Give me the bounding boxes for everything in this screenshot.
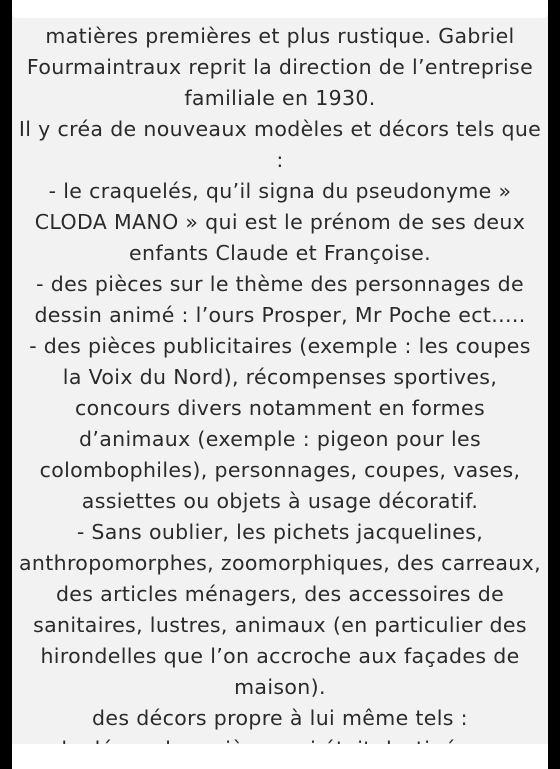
article-paragraph: Il y créa de nouveaux modèles et décors tels que : (18, 117, 542, 172)
article-paragraph: des décors propre à lui même tels : (92, 706, 468, 730)
top-toolbar-edge (12, 0, 548, 18)
article-paragraph: matières premières et plus rustique. Gabriel Fourmaintraux reprit la direction de l’entreprise familiale en 1930. (26, 24, 534, 110)
article-paragraph: - des pièces sur le thème des personnages de dessin animé : l’ours Prosper, Mr Poche ect..... (34, 272, 526, 327)
article-panel[interactable] (12, 0, 548, 769)
article-paragraph: - Sans oublier, les pichets jacquelines, anthropomorphes, zoomorphiques, des carreaux, des articles ménagers, des accessoires de sanitaires, lustres, animaux (en particulier des hirondelles que l’on accroche aux façades de maison). (18, 520, 541, 699)
article-body (12, 21, 548, 765)
bottom-toolbar-edge (12, 744, 548, 769)
article-paragraph: - le craquelés, qu’il signa du pseudonyme » CLODA MANO » qui est le prénom de ses deux enfants Claude et Françoise. (34, 179, 526, 265)
article-paragraph: - des pièces publicitaires (exemple : les coupes la Voix du Nord), récompenses sportives, concours divers notamment en formes d’animaux (exemple : pigeon pour les colombophiles), personnages, coupes, vases, assiettes ou objets à usage décoratif. (29, 334, 531, 513)
